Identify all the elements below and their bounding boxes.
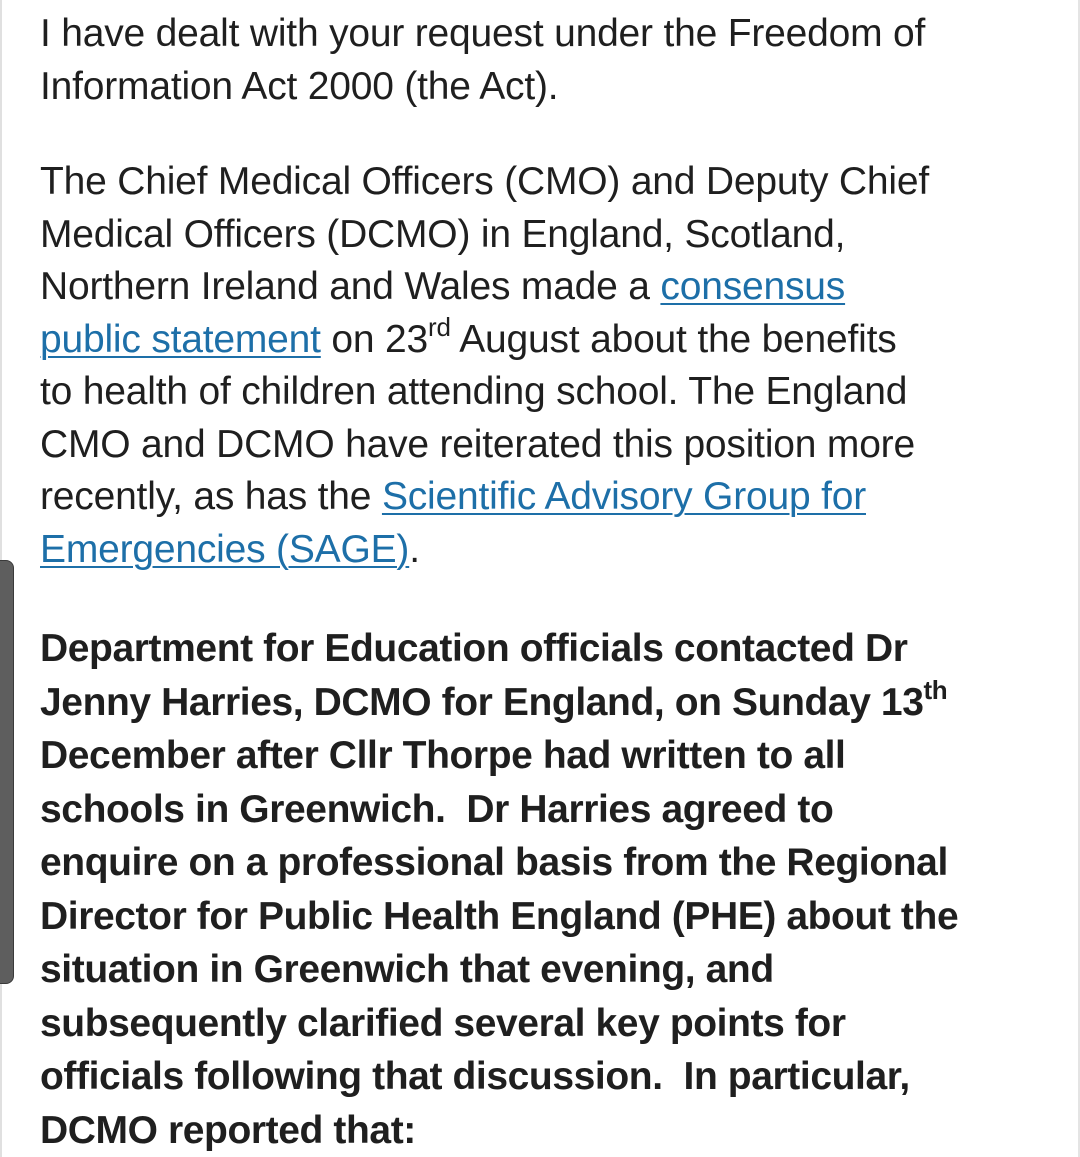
text-line: Medical Officers (DCMO) in England, Scotland, bbox=[40, 212, 846, 256]
scrollbar-handle[interactable] bbox=[0, 560, 14, 984]
paragraph-dfe-officials bbox=[40, 622, 1070, 1157]
text-line: officials following that discussion. In particular, bbox=[40, 1055, 910, 1098]
text-line: DCMO reported that: bbox=[40, 1108, 416, 1152]
text-segment: on 23 bbox=[320, 317, 429, 361]
link-text: Emergencies (SAGE) bbox=[40, 527, 410, 571]
text-segment: Jenny Harries, DCMO for England, on Sunday 13 bbox=[40, 680, 924, 724]
text-line: Information Act 2000 (the Act). bbox=[40, 64, 559, 108]
link-text: public statement bbox=[40, 317, 321, 361]
paragraph-cmo-statement bbox=[40, 156, 1070, 576]
text-line: to health of children attending school. The England bbox=[40, 370, 908, 413]
ordinal-suffix: rd bbox=[428, 311, 451, 342]
text-line: Director for Public Health England (PHE) about the bbox=[40, 894, 959, 938]
link-text: consensus bbox=[660, 265, 846, 308]
text-segment: . bbox=[409, 527, 420, 571]
text-line: The Chief Medical Officers (CMO) and Deputy Chief bbox=[40, 160, 929, 203]
text-line: December after Cllr Thorpe had written to all bbox=[40, 734, 846, 777]
text-segment: Northern Ireland and Wales made a bbox=[40, 265, 661, 308]
link-text: Scientific Advisory Group for bbox=[381, 475, 866, 518]
text-line: schools in Greenwich. Dr Harries agreed to bbox=[40, 787, 834, 831]
text-segment: August about the benefits bbox=[450, 317, 897, 361]
text-line: subsequently clarified several key points for bbox=[40, 1001, 846, 1045]
ordinal-suffix: th bbox=[923, 674, 948, 705]
text-line: situation in Greenwich that evening, and bbox=[40, 948, 774, 991]
text-line: Department for Education officials contacted Dr bbox=[40, 627, 908, 670]
document-body bbox=[40, 8, 1070, 1157]
text-line: I have dealt with your request under the Freedom of bbox=[40, 12, 926, 55]
paragraph-foi-request bbox=[40, 8, 1070, 113]
text-segment: recently, as has the bbox=[40, 475, 382, 518]
text-line: enquire on a professional basis from the Regional bbox=[40, 841, 948, 884]
text-line: CMO and DCMO have reiterated this position more bbox=[40, 422, 915, 466]
